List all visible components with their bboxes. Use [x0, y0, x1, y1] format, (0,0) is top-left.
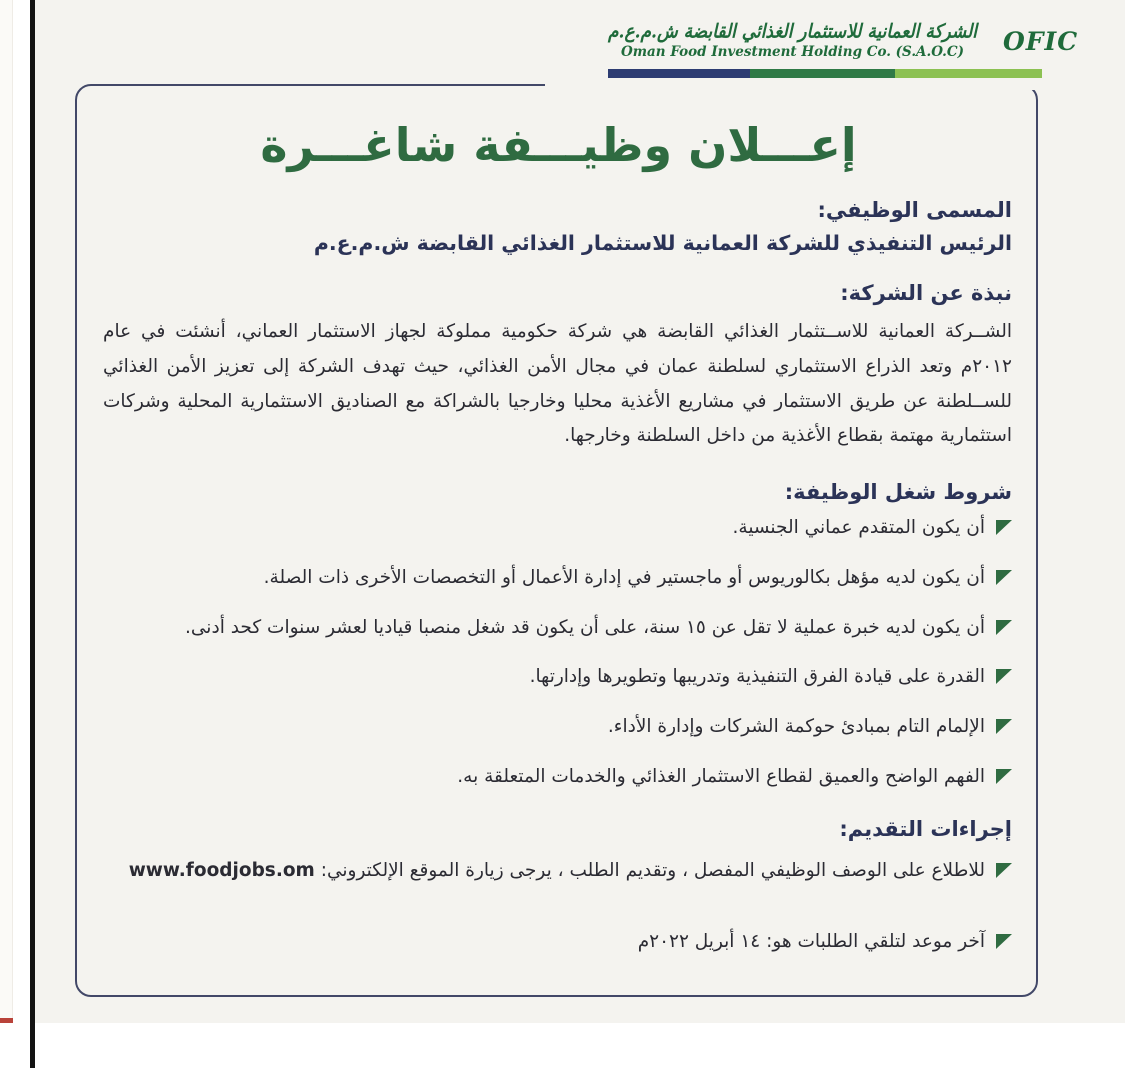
scan-gap — [13, 0, 30, 1068]
triangle-bullet-icon — [996, 669, 1012, 684]
scan-edge-marker — [0, 1018, 14, 1023]
company-logo — [608, 20, 1079, 83]
logo-abbreviation: OFIC — [1003, 27, 1079, 56]
list-item — [101, 857, 1016, 885]
triangle-bullet-icon — [996, 570, 1012, 585]
application-list — [101, 857, 1016, 957]
job-title-value: الرئيس التنفيذي للشركة العمانية للاستثمار الغذائي القابضة ش.م.ع.م — [313, 231, 1012, 255]
announcement-frame — [75, 84, 1038, 997]
logo-name-english: Oman Food Investment Holding Co. (S.A.O.C) — [621, 43, 964, 60]
section-heading-requirements: شروط شغل الوظيفة: — [784, 480, 1012, 505]
requirement-text: أن يكون لديه مؤهل بكالوريوس أو ماجستير في إدارة الأعمال أو التخصصات الأخرى ذات الصلة. — [263, 566, 985, 588]
triangle-bullet-icon — [996, 769, 1012, 784]
application-website-prefix: للاطلاع على الوصف الوظيفي المفصل ، وتقديم الطلب ، يرجى زيارة الموقع الإلكتروني: — [320, 859, 985, 881]
application-website-line — [129, 857, 985, 885]
page-title: إعـــلان وظيـــفة شاغـــرة — [260, 118, 857, 172]
requirement-text: أن يكون المتقدم عماني الجنسية. — [732, 517, 985, 539]
section-heading-application: إجراءات التقديم: — [839, 816, 1012, 841]
triangle-bullet-icon — [996, 934, 1012, 949]
application-deadline-date: ١٤ أبريل ٢٠٢٢م — [637, 931, 761, 953]
logo-name-arabic: الشركة العمانية للاستثمار الغذائي القابضة ش.م.ع.م — [608, 20, 978, 44]
requirement-text: أن يكون لديه خبرة عملية لا تقل عن ١٥ سنة، على أن يكون قد شغل منصبا قياديا لعشر سنوات كحد أدنى. — [185, 616, 985, 638]
requirement-text: الإلمام التام بمبادئ حوكمة الشركات وإدارة الأداء. — [607, 716, 985, 738]
application-deadline-prefix: آخر موعد لتلقي الطلبات هو: — [766, 931, 985, 953]
list-item — [101, 713, 1016, 741]
about-company-paragraph: الشــركة العمانية للاســتثمار الغذائي القابضة هي شركة حكومية مملوكة لجهاز الاستثمار العماني، أنشئت في عام ٢٠١٢م وتعد الذراع الاستثماري لسلطنة عمان في مجال الأمن الغذائي، حيث تهدف الشركة إلى تعزيز الأمن الغذائي للســلطنة عن طريق الاستثمار في مشاريع الأغذية محليا وخارجيا بالشراكة مع الصناديق الاستثمارية المحلية وشركات استثمارية مهتمة بقطاع الأغذية من داخل السلطنة وخارجها. — [103, 321, 1012, 447]
list-item — [101, 928, 1016, 956]
logo-wordmark-row — [608, 20, 1079, 60]
requirement-text: الفهم الواضح والعميق لقطاع الاستثمار الغذائي والخدمات المتعلقة به. — [457, 765, 985, 787]
list-item — [101, 614, 1016, 642]
triangle-bullet-icon — [996, 719, 1012, 734]
triangle-bullet-icon — [996, 863, 1012, 878]
application-deadline-line — [638, 928, 985, 956]
frame-top-mask — [545, 78, 1045, 90]
application-website-url[interactable]: www.foodjobs.om — [128, 859, 315, 881]
triangle-bullet-icon — [996, 520, 1012, 535]
list-item — [101, 514, 1016, 542]
announcement-content — [77, 86, 1040, 956]
list-item — [101, 663, 1016, 691]
requirements-list — [101, 514, 1016, 791]
scan-edge-strip — [0, 0, 13, 1022]
triangle-bullet-icon — [996, 620, 1012, 635]
document-page — [35, 0, 1125, 1023]
section-heading-job-title: المسمى الوظيفي: — [817, 198, 1012, 222]
section-heading-about-company: نبذة عن الشركة: — [840, 281, 1012, 305]
logo-company-names — [608, 20, 978, 60]
list-item — [101, 564, 1016, 592]
list-item — [101, 763, 1016, 791]
requirement-text: القدرة على قيادة الفرق التنفيذية وتدريبها وتطويرها وإدارتها. — [529, 666, 985, 688]
